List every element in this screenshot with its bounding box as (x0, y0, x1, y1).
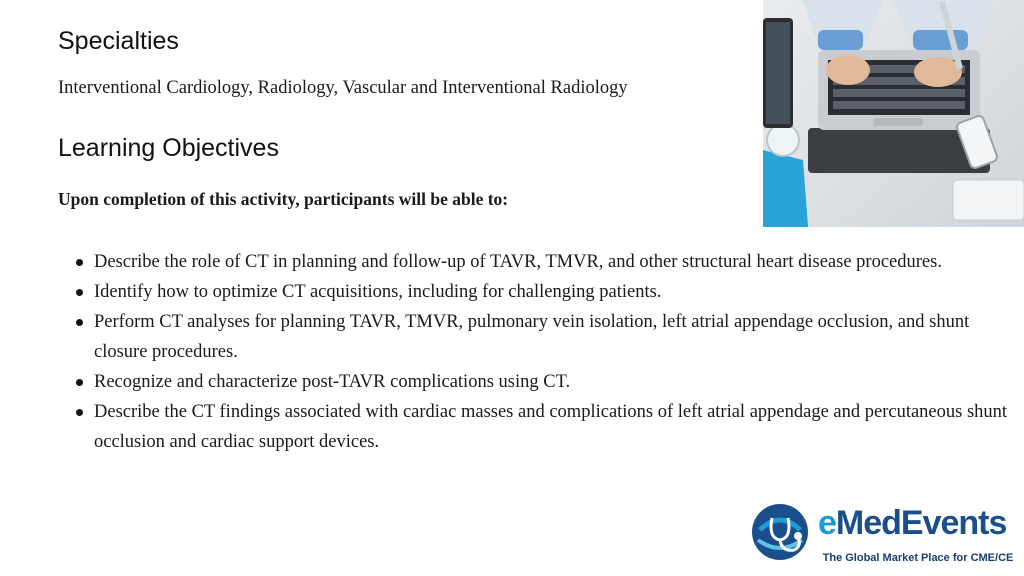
logo-wordmark-rest: MedEvents (835, 504, 1007, 542)
specialties-heading: Specialties (58, 27, 179, 55)
objective-item: Identify how to optimize CT acquisitions, including for challenging patients. (76, 277, 1021, 307)
objective-item: Describe the CT findings associated with cardiac masses and complications of left atrial appendage and percutaneous shunt occlusion and cardiac support devices. (76, 397, 1021, 457)
laptop-desk-photo (763, 0, 1024, 227)
objective-item: Describe the role of CT in planning and follow-up of TAVR, TMVR, and other structural heart disease procedures. (76, 247, 1021, 277)
logo-tagline: The Global Market Place for CME/CE (818, 549, 1018, 567)
objective-item: Perform CT analyses for planning TAVR, TMVR, pulmonary vein isolation, left atrial appendage occlusion, and shunt closure procedures. (76, 307, 1021, 367)
specialties-text: Interventional Cardiology, Radiology, Vascular and Interventional Radiology (58, 78, 628, 98)
objectives-list (76, 247, 1021, 457)
objective-item: Recognize and characterize post-TAVR complications using CT. (76, 367, 1021, 397)
logo-wordmark-e: e (818, 504, 836, 542)
logo-wordmark (818, 504, 1006, 543)
stethoscope-globe-icon (750, 500, 814, 564)
learning-objectives-intro: Upon completion of this activity, participants will be able to: (58, 189, 509, 209)
emedevents-logo (750, 500, 1020, 570)
learning-objectives-heading: Learning Objectives (58, 134, 279, 162)
